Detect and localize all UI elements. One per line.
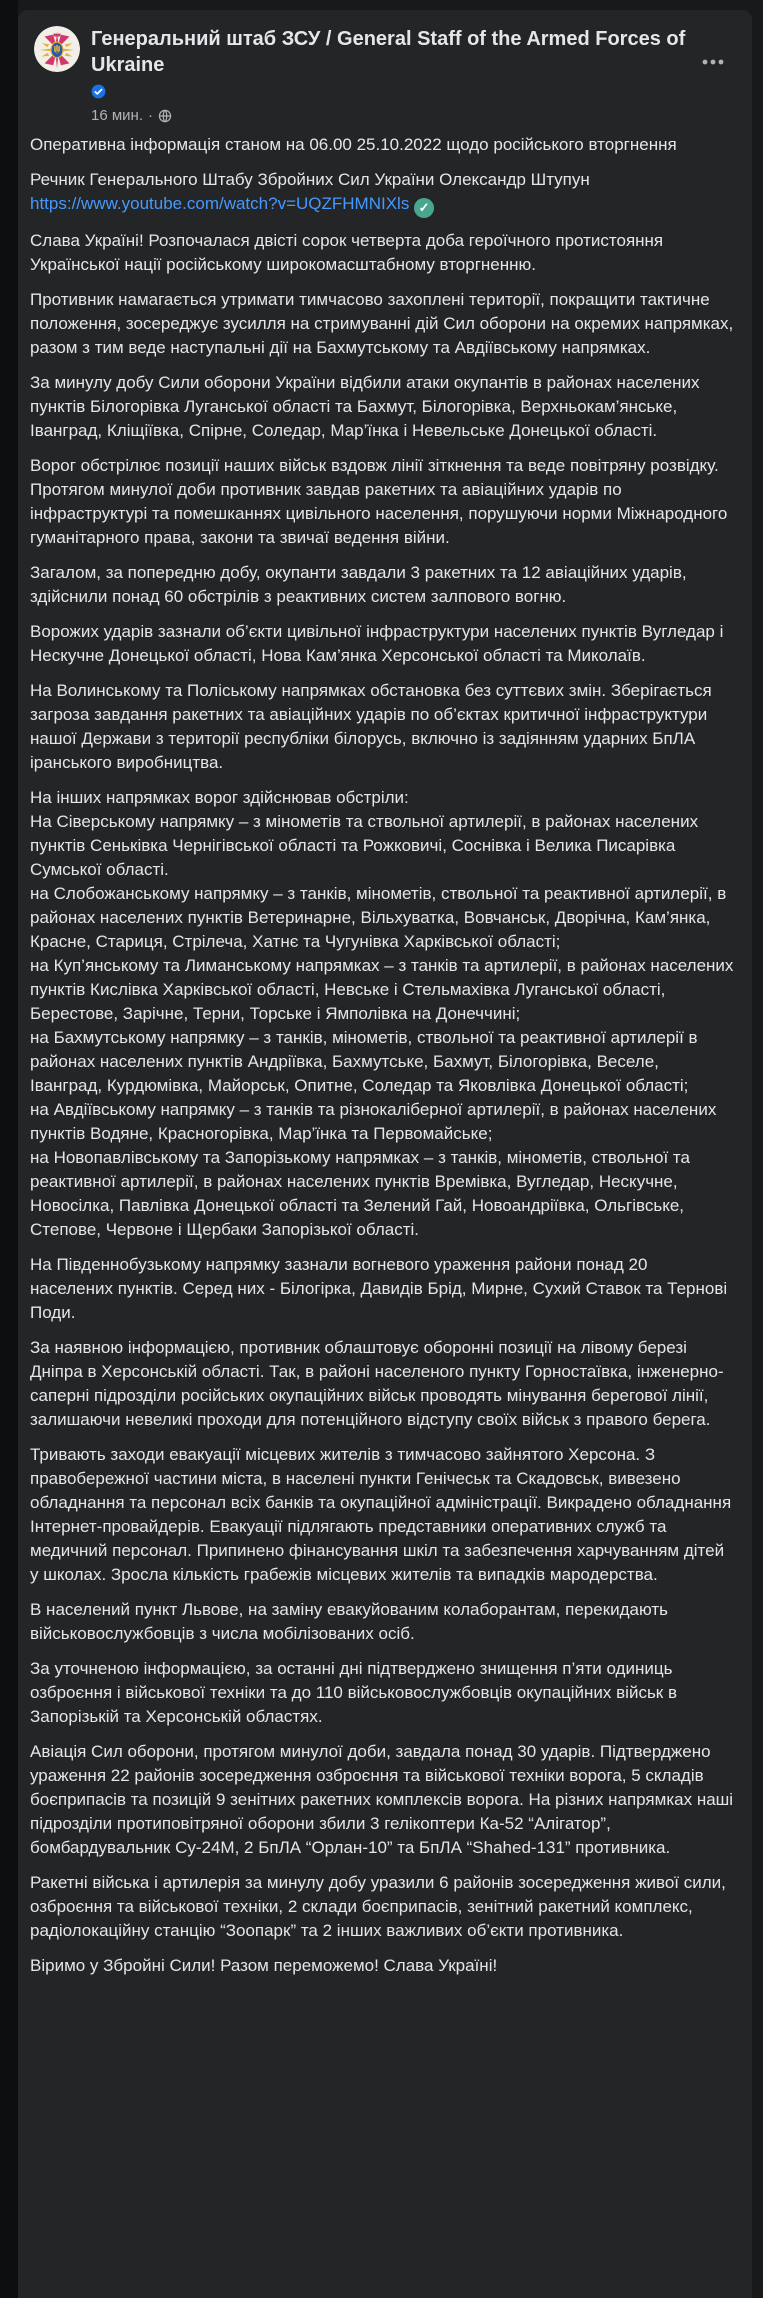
post-paragraph: За уточненою інформацією, за останні дні підтверджено знищення п’яти одиниць озброєння і військової техніки та до 110 військовослужбовців окупаційних військ в Запорізькій та Херсонській областях.	[30, 1659, 677, 1726]
meta-separator: ·	[148, 107, 153, 124]
post-paragraph: Речник Генерального Штабу Збройних Сил України Олександр Штупун https://www.youtube.com/watch?v=UQZFHMNIXls ✓	[30, 168, 734, 218]
verified-row	[91, 84, 691, 99]
post-paragraph: Слава Україні! Розпочалася двісті сорок четверта доба героїчного протистояння Української нації російському широкомасштабному вторгненню.	[30, 231, 664, 274]
post-paragraph: Авіація Сил оборони, протягом минулої доби, завдала понад 30 ударів. Підтверджено ураження 22 районів зосередження озброєння та військової техніки ворога, 5 складів боєприпасів та позицій 9 зенітних ракетних комплексів ворога. На різних напрямках наші підрозділи протиповітряної оборони збили 3 гелікоптери Ка-52 “Алігатор”, бомбардувальник Су-24М, 2 БпЛА “Орлан-10” та БпЛА “Shahed-131” противника.	[30, 1742, 734, 1857]
post-paragraph: Противник намагається утримати тимчасово захоплені території, покращити тактичне положення, зосереджує зусилля на стримуванні дій Сил оборони на окремих напрямках, разом з тим веде наступальні дії на Бахмутському та Авдіївському напрямках.	[30, 290, 734, 357]
youtube-link[interactable]: https://www.youtube.com/watch?v=UQZFHMNIXls	[30, 194, 410, 213]
post-timestamp[interactable]: 16 мин.	[91, 107, 143, 124]
post-paragraph: Ворог обстрілює позиції наших військ вздовж лінії зіткнення та веде повітряну розвідку. Протягом минулої доби противник завдав ракетних та авіаційних ударів по інфраструктурі та помешканнях цивільного населення, порушуючи норми Міжнародного гуманітарного права, закони та звичаї ведення війни.	[30, 456, 728, 547]
post-paragraph: В населений пункт Львове, на заміну евакуйованим колаборантам, перекидають військовослужбовців з числа мобілізованих осіб.	[30, 1600, 669, 1643]
verified-badge-icon	[91, 84, 106, 99]
post-paragraph: За наявною інформацією, противник облаштовує оборонні позиції на лівому березі Дніпра в Херсонській області. Так, в районі населеного пункту Горностаївка, інженерно-саперні підрозділи російських окупаційних військ проводять мінування берегової лінії, залишаючи невеликі проходи для потенційного відступу своїх військ з правого берега.	[30, 1338, 724, 1429]
post-paragraph: На інших напрямках ворог здійснював обстріли: На Сіверському напрямку – з мінометів та ствольної артилерії, в районах населених пунктів Сеньківка Чернігівської області та Рожковичі, Соснівка і Велика Писарівка Сумської області. на Слобожанському напрямку – з танків, мінометів, ствольної та реактивної артилерії, в районах населених пунктів Ветеринарне, Вільхуватка, Вовчанськ, Дворічна, Кам’янка, Красне, Стариця, Стрілеча, Хатнє та Чугунівка Харківської області; на Куп’янському та Лиманському напрямках – з танків та артилерії, в районах населених пунктів Кислівка Харківської області, Невське і Стельмахівка Луганської області, Берестове, Зарічне, Терни, Торське і Ямполівка на Донеччині; на Бахмутському напрямку – з танків, мінометів, ствольної та реактивної артилерії в районах населених пунктів Андріївка, Бахмутське, Бахмут, Білогорівка, Веселе, Іванград, Курдюмівка, Майорськ, Опитне, Соледар та Яковлівка Донецької області; на Авдіївському напрямку – з танків та різнокаліберної артилерії, в районах населених пунктів Водяне, Красногорівка, Мар’їнка та Первомайське; на Новопавлівському та Запорізькому напрямках – з танків, мінометів, ствольної та реактивної артилерії, в районах населених пунктів Времівка, Вугледар, Нескучне, Новосілка, Павлівка Донецької області та Зелений Гай, Новоандріївка, Ольгівське, Степове, Червоне і Щербаки Запорізької області.	[30, 788, 734, 1239]
green-check-emoji: ✓	[414, 198, 434, 218]
post-paragraph: Ворожих ударів зазнали об’єкти цивільної інфраструктури населених пунктів Вугледар і Нескучне Донецької області, Нова Кам’янка Херсонської області та Миколаїв.	[30, 622, 724, 665]
post-paragraph: Тривають заходи евакуації місцевих жителів з тимчасово зайнятого Херсона. З правобережної частини міста, в населені пункти Генічеськ та Скадовськ, вивезено обладнання та персонал всіх банків та окупаційної адміністрації. Викрадено обладнання Інтернет-провайдерів. Евакуації підлягають представники оперативних служб та медичний персонал. Припинено фінансування шкіл та забезпечення харчуванням дітей у школах. Зросла кількість грабежів місцевих жителів та випадків мародерства.	[30, 1445, 732, 1584]
globe-icon	[158, 109, 172, 123]
post-paragraph: На Південнобузькому напрямку зазнали вогневого ураження райони понад 20 населених пунктів. Серед них - Білогірка, Давидів Брід, Мирне, Сухий Ставок та Тернові Поди.	[30, 1255, 728, 1322]
three-dots-icon	[702, 59, 724, 65]
post-meta-row	[91, 108, 691, 123]
post-text	[18, 131, 752, 2009]
general-staff-emblem-icon	[34, 26, 80, 72]
header-info	[91, 26, 691, 123]
window-edge-strip	[0, 0, 18, 2298]
facebook-post-card	[18, 10, 752, 2298]
more-options-button[interactable]	[698, 48, 728, 74]
post-paragraph: На Волинському та Поліському напрямках обстановка без суттєвих змін. Зберігається загроза завдання ракетних та авіаційних ударів по об’єктах критичної інфраструктури нашої Держави з території республіки білорусь, включно із задіянням ударних БпЛА іранського виробництва.	[30, 681, 712, 772]
post-header	[18, 10, 752, 131]
page-name-link[interactable]: Генеральний штаб ЗСУ / General Staff of the Armed Forces of Ukraine	[91, 28, 686, 76]
post-paragraph: За минулу добу Сили оборони України відбили атаки окупантів в районах населених пунктів Білогорівка Луганської області та Бахмут, Білогорівка, Верхньокам’янське, Іванград, Кліщіївка, Спірне, Соледар, Мар’їнка і Невельське Донецької області.	[30, 373, 700, 440]
post-paragraph: Загалом, за попередню добу, окупанти завдали 3 ракетних та 12 авіаційних ударів, здійснили понад 60 обстрілів з реактивних систем залпового вогню.	[30, 563, 687, 606]
post-paragraph: Віримо у Збройні Сили! Разом переможемо! Слава Україні!	[30, 1956, 498, 1975]
post-paragraph: Ракетні війська і артилерія за минулу добу уразили 6 районів зосередження живої сили, озброєння та військової техніки, 2 склади боєприпасів, зенітний ракетний комплекс, радіолокаційну станцію “Зоопарк” та 2 інших важливих об’єкти противника.	[30, 1873, 726, 1940]
post-paragraph: Оперативна інформація станом на 06.00 25.10.2022 щодо російського вторгнення	[30, 135, 677, 154]
page-avatar[interactable]	[34, 26, 80, 72]
